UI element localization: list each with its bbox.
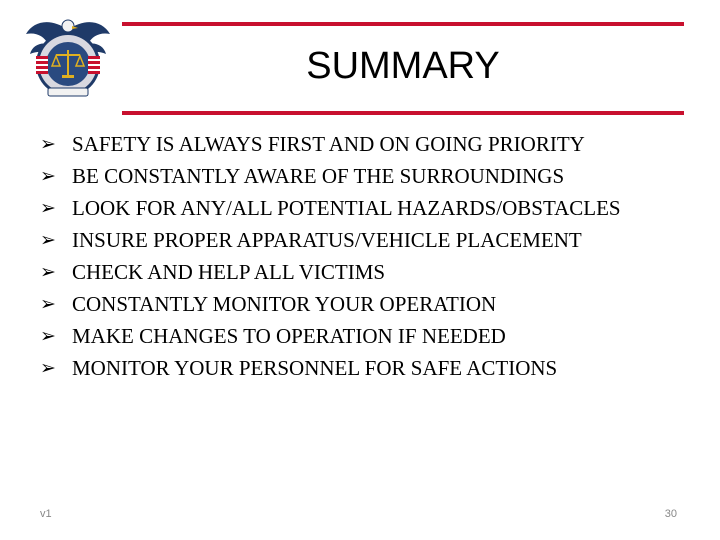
arrow-bullet-icon: ➢ [40, 229, 56, 251]
arrow-bullet-icon: ➢ [40, 261, 56, 283]
arrow-bullet-icon: ➢ [40, 325, 56, 347]
list-item-text: MAKE CHANGES TO OPERATION IF NEEDED [72, 324, 506, 348]
list-item-text: INSURE PROPER APPARATUS/VEHICLE PLACEMENT [72, 228, 582, 252]
page-title: SUMMARY [306, 45, 500, 87]
arrow-bullet-icon: ➢ [40, 165, 56, 187]
arrow-bullet-icon: ➢ [40, 197, 56, 219]
list-item [40, 352, 710, 384]
list-item [40, 256, 710, 288]
header-top-rule [122, 22, 684, 26]
list-item [40, 192, 710, 224]
list-item [40, 224, 710, 256]
header-bottom-rule [122, 111, 684, 115]
arrow-bullet-icon: ➢ [40, 293, 56, 315]
page-number: 30 [664, 508, 677, 520]
list-item [40, 128, 710, 160]
version-label: v1 [40, 508, 52, 520]
list-item [40, 288, 710, 320]
arrow-bullet-icon: ➢ [40, 133, 56, 155]
list-item-text: CONSTANTLY MONITOR YOUR OPERATION [72, 292, 497, 316]
eagle-seal-icon [22, 12, 114, 104]
arrow-bullet-icon: ➢ [40, 357, 56, 379]
list-item-text: BE CONSTANTLY AWARE OF THE SURROUNDINGS [72, 164, 565, 188]
list-item-text: LOOK FOR ANY/ALL POTENTIAL HAZARDS/OBSTACLES [72, 196, 621, 220]
list-item [40, 160, 710, 192]
list-item-text: CHECK AND HELP ALL VICTIMS [72, 260, 386, 284]
list-item-text: MONITOR YOUR PERSONNEL FOR SAFE ACTIONS [72, 356, 558, 380]
list-item-text: SAFETY IS ALWAYS FIRST AND ON GOING PRIORITY [72, 132, 585, 156]
list-item [40, 320, 710, 352]
summary-bullet-list [40, 128, 710, 384]
